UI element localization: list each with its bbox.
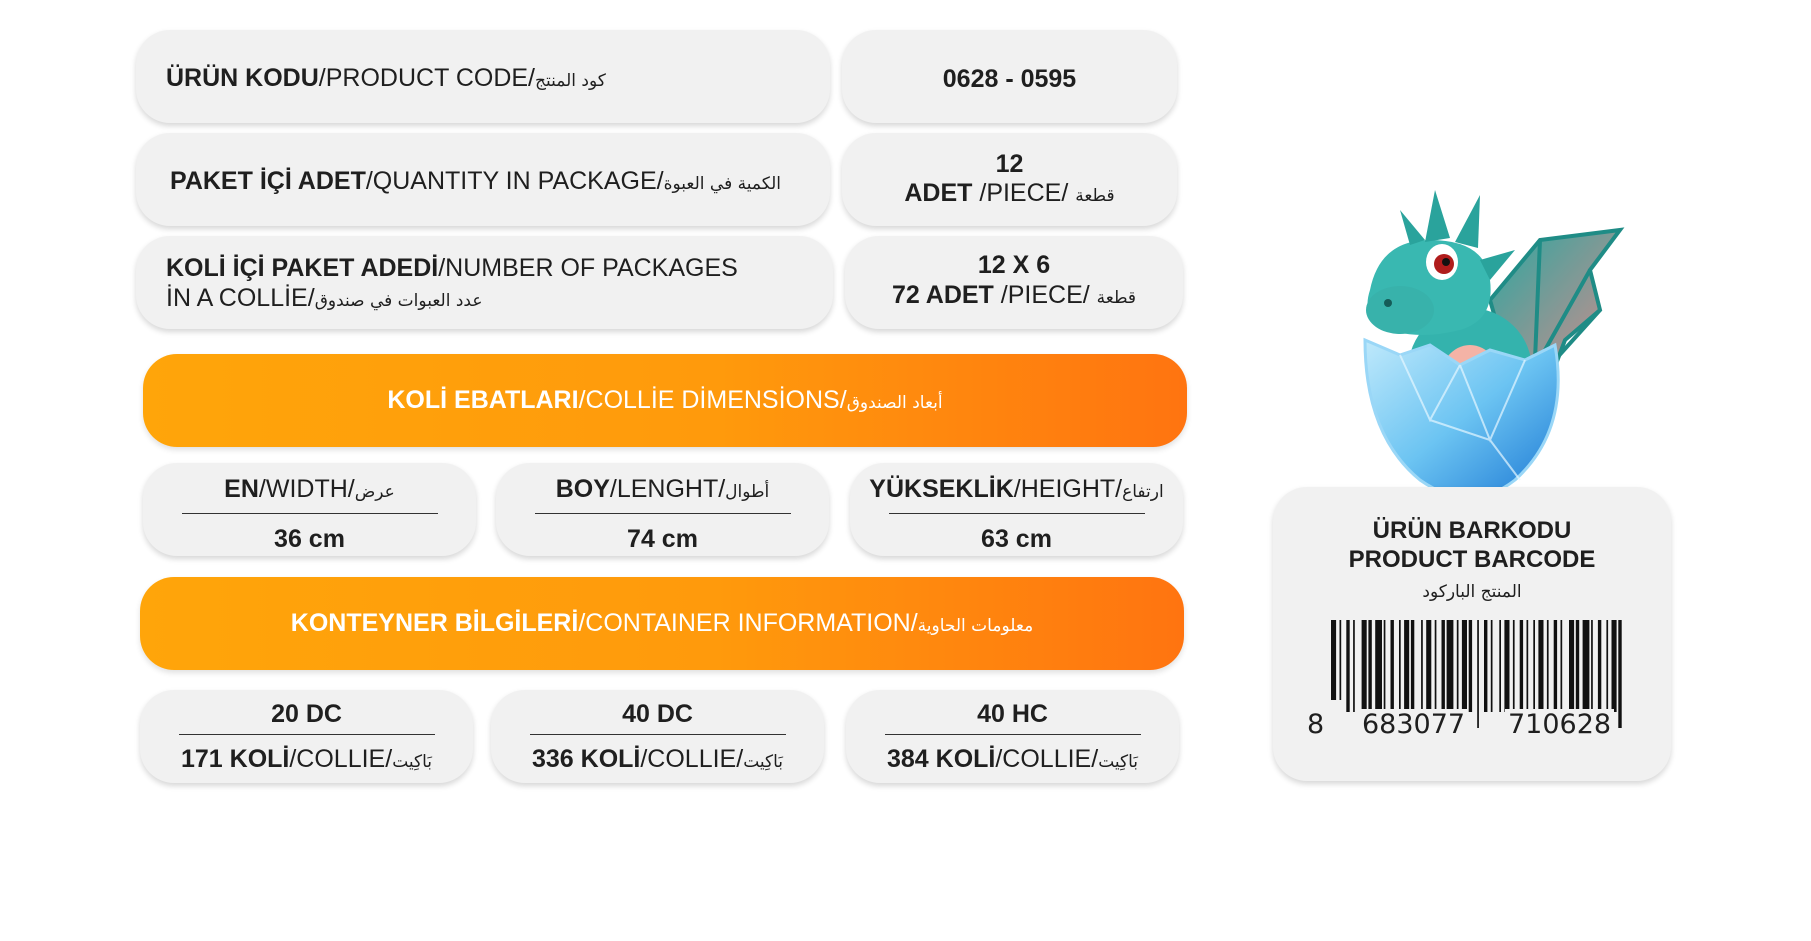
packages-label-line2: İN A COLLİE/: [166, 284, 315, 312]
barcode-bar: [1606, 620, 1608, 712]
width-divider: [182, 513, 438, 514]
barcode-bar: [1618, 620, 1621, 728]
container-20dc-type: 20 DC: [271, 700, 342, 728]
quantity-value-box: [842, 133, 1177, 226]
barcode-bar: [1447, 620, 1454, 712]
barcode-bar: [1538, 620, 1543, 712]
packages-label-box: [136, 236, 833, 329]
packages-label-en: /NUMBER OF PACKAGES: [438, 254, 738, 282]
length-label-en: /LENGHT/: [609, 475, 726, 503]
collie-dimensions-banner: [143, 354, 1187, 447]
barcode-bar: [1346, 620, 1349, 712]
quantity-label-ar: الكمية في العبوة: [663, 174, 781, 194]
length-label-ar: أطوال: [725, 482, 770, 502]
product-code-label-box: [136, 30, 830, 123]
barcode-bar: [1391, 620, 1394, 712]
quantity-value-count: 12: [995, 150, 1024, 178]
barcode-digit-first: 8: [1307, 709, 1325, 740]
collie-dimensions-banner-tr: KOLİ EBATLARI: [387, 386, 579, 414]
height-box: [850, 463, 1183, 556]
width-value: 36 cm: [274, 525, 345, 553]
length-value: 74 cm: [627, 525, 698, 553]
product-code-label-ar: كود المنتج: [535, 71, 606, 91]
packages-label-ar: عدد العبوات في صندوق: [314, 291, 483, 311]
height-label-en: /HEIGHT/: [1013, 475, 1123, 503]
container-40hc-box: [846, 690, 1179, 783]
container-20dc-unit-en: /COLLIE/: [289, 745, 393, 773]
barcode-bar: [1421, 620, 1423, 712]
container-40hc-count: 384 KOLİ: [886, 745, 996, 773]
packages-value-unit-en: /PIECE/: [993, 281, 1097, 309]
container-20dc-count: 171 KOLİ: [180, 745, 290, 773]
container-40dc-unit-ar: بَاكِيت: [743, 752, 784, 772]
barcode-bar: [1340, 620, 1342, 712]
barcode-bar: [1520, 620, 1523, 712]
barcode-title-tr: ÜRÜN BARKODU: [1372, 517, 1572, 544]
quantity-label-en: /QUANTITY IN PACKAGE/: [365, 167, 664, 195]
length-divider: [535, 513, 791, 514]
container-20dc-unit-ar: بَاكِيت: [392, 752, 433, 772]
barcode-bar: [1533, 620, 1535, 712]
barcode-bar: [1504, 620, 1509, 712]
barcode-bar: [1513, 620, 1515, 712]
container-information-banner-tr: KONTEYNER BİLGİLERİ: [290, 609, 579, 637]
barcode-title-ar: المنتج الباركود: [1422, 582, 1522, 602]
packages-value-formula: 12 X 6: [977, 251, 1051, 279]
barcode-bar: [1569, 620, 1574, 712]
barcode-bar: [1554, 620, 1557, 712]
product-code-value-box: [842, 30, 1177, 123]
barcode-digits-left: 683077: [1359, 709, 1468, 740]
packages-value-unit-ar: قطعة: [1096, 288, 1137, 308]
length-box: [496, 463, 829, 556]
barcode-bar: [1442, 620, 1445, 712]
width-label-tr: EN: [224, 475, 259, 503]
barcode-bar: [1499, 620, 1501, 712]
barcode-bar: [1561, 620, 1563, 712]
quantity-value-unit-en: /PIECE/: [972, 179, 1076, 207]
barcode-bar: [1583, 620, 1590, 712]
barcode-bar: [1491, 620, 1493, 712]
barcode-bar: [1384, 620, 1386, 712]
product-code-value: 0628 - 0595: [942, 65, 1077, 93]
barcode-bar: [1484, 620, 1487, 712]
container-40hc-type: 40 HC: [977, 700, 1048, 728]
container-40dc-divider: [530, 734, 786, 735]
container-information-banner-en: /CONTAINER INFORMATION/: [578, 609, 918, 637]
height-label-ar: ارتفاع: [1122, 482, 1164, 502]
barcode-bar: [1457, 620, 1459, 712]
collie-dimensions-banner-en: /COLLİE DİMENSİONS/: [578, 386, 847, 414]
barcode-digits-right: 710628: [1505, 709, 1614, 740]
barcode-title-en: PRODUCT BARCODE: [1348, 546, 1596, 573]
quantity-label-box: [136, 133, 830, 226]
quantity-value-unit-ar: قطعة: [1075, 186, 1115, 206]
packages-value-box: [845, 236, 1183, 329]
height-divider: [889, 513, 1145, 514]
width-label-en: /WIDTH/: [258, 475, 355, 503]
barcode-bar: [1469, 620, 1472, 712]
product-code-label-en: /PRODUCT CODE/: [318, 64, 536, 92]
baby-dragon-in-egg-icon: [1320, 180, 1630, 510]
barcode-bar: [1462, 620, 1467, 712]
container-information-banner: [140, 577, 1184, 670]
barcode-bar: [1353, 620, 1355, 712]
barcode-bar: [1404, 620, 1409, 712]
collie-dimensions-banner-ar: أبعاد الصندوق: [846, 393, 943, 413]
barcode-bar: [1527, 620, 1529, 712]
barcode-bar: [1435, 620, 1437, 712]
barcode-bar: [1591, 620, 1593, 712]
container-40hc-divider: [885, 734, 1141, 735]
width-box: [143, 463, 476, 556]
product-code-label-tr: ÜRÜN KODU: [166, 64, 319, 92]
barcode-bar: [1362, 620, 1367, 712]
container-40dc-count: 336 KOLİ: [531, 745, 641, 773]
container-20dc-box: [140, 690, 473, 783]
barcode-bar: [1598, 620, 1601, 712]
quantity-value-unit-tr: ADET: [904, 179, 973, 207]
packages-value-total: 72 ADET: [891, 281, 994, 309]
container-40dc-box: [491, 690, 824, 783]
barcode-bar: [1426, 620, 1431, 712]
quantity-label-tr: PAKET İÇİ ADET: [170, 167, 366, 195]
barcode-bar: [1576, 620, 1579, 712]
barcode-bar: [1411, 620, 1414, 712]
height-label-tr: YÜKSEKLİK: [869, 475, 1014, 503]
length-label-tr: BOY: [555, 475, 610, 503]
barcode-bar: [1375, 620, 1382, 712]
container-information-banner-ar: معلومات الحاوية: [917, 616, 1034, 636]
barcode-bar: [1399, 620, 1401, 712]
container-40dc-unit-en: /COLLIE/: [640, 745, 744, 773]
container-40hc-unit-en: /COLLIE/: [995, 745, 1099, 773]
barcode-bar: [1477, 620, 1479, 728]
barcode-bar: [1368, 620, 1371, 712]
container-20dc-divider: [179, 734, 435, 735]
height-value: 63 cm: [981, 525, 1052, 553]
container-40dc-type: 40 DC: [622, 700, 693, 728]
barcode-bar: [1612, 620, 1617, 712]
packages-label-tr: KOLİ İÇİ PAKET ADEDİ: [166, 254, 439, 282]
product-barcode-box: [1273, 487, 1671, 781]
container-40hc-unit-ar: بَاكِيت: [1098, 752, 1139, 772]
width-label-ar: عرض: [354, 482, 395, 502]
barcode-bar: [1547, 620, 1549, 712]
